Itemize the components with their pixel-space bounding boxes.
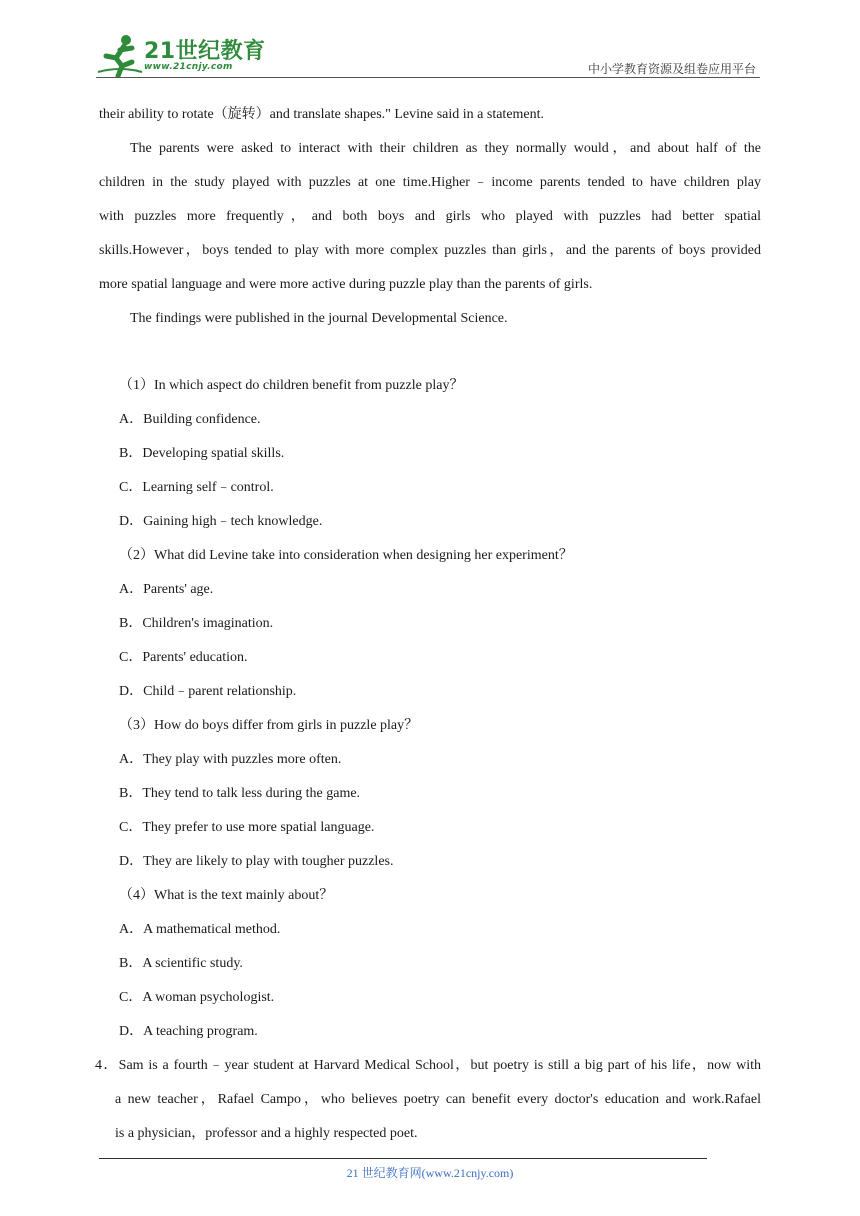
answer-option: B．Developing spatial skills.	[119, 446, 285, 461]
logo-url-text: www.21cnjy.com	[144, 62, 233, 72]
site-logo[interactable]	[96, 32, 266, 78]
paragraph-line: skills.However，boys tended to play with more complex puzzles than girls，and the parents of boys provided	[99, 243, 761, 258]
answer-option: D．A teaching program.	[119, 1024, 258, 1039]
answer-option: B．Children's imagination.	[119, 616, 274, 631]
document-body	[95, 98, 761, 1151]
paragraph-line: children in the study played with puzzles at one time.Higher﹣income parents tended to have children play	[99, 175, 761, 190]
item-4-line: a new teacher，Rafael Campo，who believes poetry can benefit every doctor's education and work.Rafael	[115, 1092, 761, 1107]
answer-option: C．Learning self﹣control.	[119, 480, 274, 495]
paragraph-line: more spatial language and were more active during puzzle play than the parents of girls.	[99, 277, 593, 292]
answer-option: A．Building confidence.	[119, 412, 261, 427]
answer-option: B．A scientific study.	[119, 956, 243, 971]
answer-option: C．They prefer to use more spatial language.	[119, 820, 375, 835]
page-footer[interactable]: 21 世纪教育网(www.21cnjy.com)	[346, 1166, 514, 1180]
answer-option: A．Parents' age.	[119, 582, 214, 597]
answer-option: B．They tend to talk less during the game.	[119, 786, 361, 801]
paragraph-line: their ability to rotate（旋转）and translate shapes." Levine said in a statement.	[99, 107, 545, 122]
page-header	[0, 0, 860, 80]
spacer	[99, 336, 761, 369]
item-4-line: 4．Sam is a fourth﹣year student at Harvard Medical School，but poetry is still a big part of his life，now with	[95, 1058, 761, 1073]
item-4-line: is a physician，professor and a highly respected poet.	[115, 1126, 418, 1141]
header-platform-text: 中小学教育资源及组卷应用平台	[587, 62, 756, 76]
paragraph-line: The findings were published in the journal Developmental Science.	[130, 311, 508, 326]
answer-option: C．A woman psychologist.	[119, 990, 275, 1005]
answer-option: D．Gaining high﹣tech knowledge.	[119, 514, 323, 529]
logo-brand-text: 21世纪教育	[144, 39, 266, 64]
header-divider	[96, 77, 760, 78]
question-stem: （2）What did Levine take into consideration when designing her experiment？	[119, 548, 573, 563]
question-stem: （3）How do boys differ from girls in puzzle play？	[119, 718, 419, 733]
answer-option: D．Child﹣parent relationship.	[119, 684, 297, 699]
question-stem: （1）In which aspect do children benefit from puzzle play？	[119, 378, 464, 393]
paragraph-line: The parents were asked to interact with their children as they normally would，and about half of the	[130, 141, 761, 156]
answer-option: A．A mathematical method.	[119, 922, 281, 937]
question-stem: （4）What is the text mainly about？	[119, 888, 334, 903]
runner-logo-icon	[96, 32, 144, 78]
answer-option: C．Parents' education.	[119, 650, 248, 665]
answer-option: A．They play with puzzles more often.	[119, 752, 342, 767]
answer-option: D．They are likely to play with tougher puzzles.	[119, 854, 394, 869]
footer-divider	[99, 1158, 707, 1159]
paragraph-line: with puzzles more frequently，and both boys and girls who played with puzzles had better spatial	[99, 209, 761, 224]
